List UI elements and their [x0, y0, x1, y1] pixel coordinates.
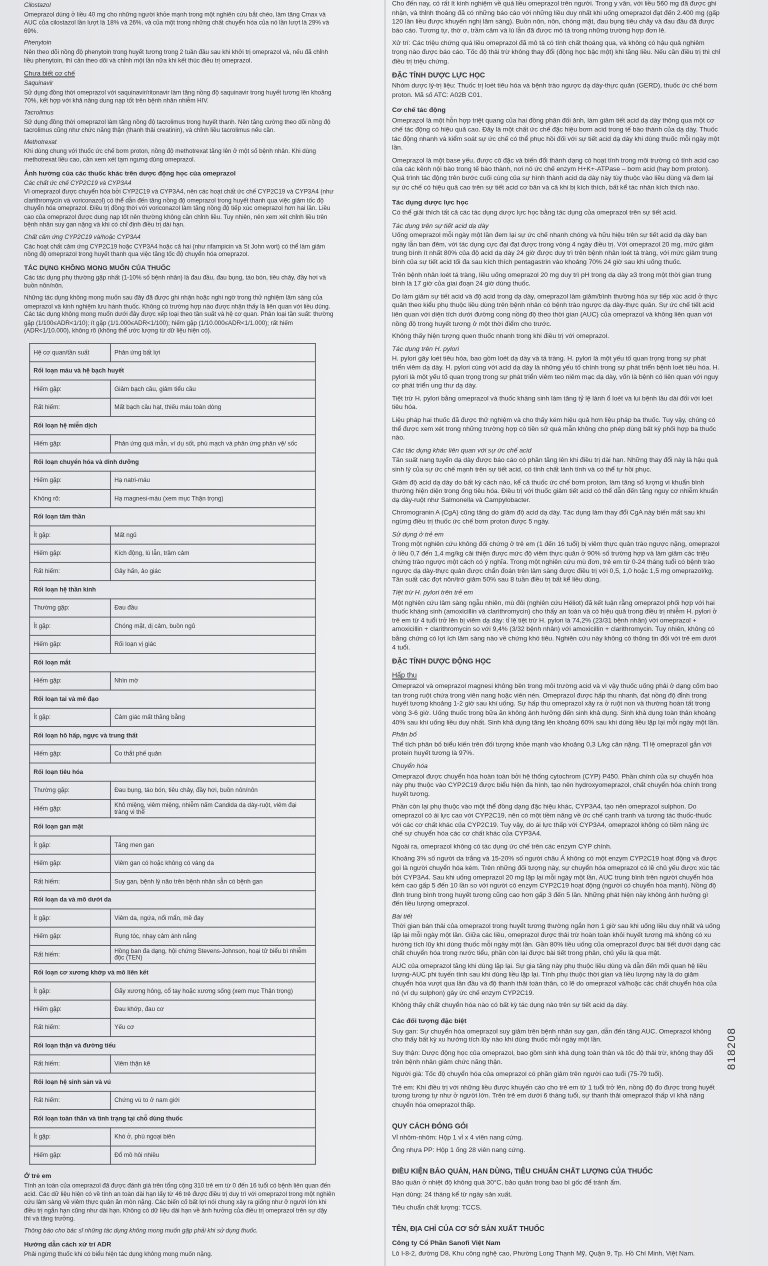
adr-reaction: Yếu cơ [110, 1018, 315, 1036]
adr-frequency: Hiếm gặp: [30, 471, 111, 489]
adr-group-label: Rối loạn hô hấp, ngực và trung thất [30, 727, 316, 745]
adr-group-row [30, 1037, 316, 1055]
paragraph: Không thấy chất chuyển hóa nào có bất kỳ tác dụng nào trên sự tiết acid dạ dày. [392, 1001, 628, 1010]
section-heading: Chưa biết cơ chế [24, 69, 75, 78]
adr-group-label: Rối loạn tiêu hóa [30, 763, 316, 781]
adr-reaction: Mất bạch cầu hạt, thiếu máu toàn dòng [110, 398, 315, 416]
adr-group-label: Rối loạn máu và hệ bạch huyết [30, 362, 316, 380]
adr-reaction: Rối loạn vị giác [110, 635, 315, 653]
adr-reaction: Khó ở, phù ngoại biên [110, 1128, 315, 1146]
adr-frequency: Ít gặp: [30, 982, 111, 1000]
adr-group-label: Rối loạn tai và mê đạo [30, 690, 316, 708]
paragraph: Chromogranin A (CgA) cũng tăng do giảm độ acid dạ dày. Tác dụng làm thay đổi CgA này biến mất sau khi ngừng điều trị thuốc ức chế bơm proton được 5 ngày. [392, 509, 705, 526]
adr-group-label: Rối loạn hệ sinh sản và vú [30, 1073, 316, 1091]
storage-title: ĐIỀU KIỆN BẢO QUẢN, HẠN DÙNG, TIÊU CHUẨN CHẤT LƯỢNG CỦA THUỐC [392, 1166, 653, 1175]
adr-reaction: Nhìn mờ [110, 672, 315, 690]
adr-frequency: Hiếm gặp: [30, 635, 111, 653]
paragraph: Omeprazol được chuyển hóa hoàn toàn bởi hệ thống cytochrom (CYP) P450. Phần chính của sự chuyển hóa này phụ thuộc vào CYP2C19 được biểu hiện đa hình, tạo nên hydroxyomeprazol, chất chuyển hóa chính trong huyết tương. [392, 772, 717, 798]
left-top-section [24, 2, 335, 336]
packaging-line: Vỉ nhôm-nhôm: Hộp 1 vỉ x 4 viên nang cứng. [392, 1133, 524, 1142]
section-heading: Methotrexat [24, 138, 57, 146]
storage-line: Bảo quản ở nhiệt độ không quá 30°C, bảo quản trong bao bì gốc để tránh ẩm. [392, 1178, 622, 1187]
adr-reaction: Suy gan, bệnh lý não trên bệnh nhân sẵn có bệnh gan [110, 872, 315, 890]
section-heading: Hướng dẫn cách xử trí ADR [24, 1239, 112, 1248]
paragraph: Phần còn lại phụ thuộc vào một thể đồng dạng đặc hiệu khác, CYP3A4, tạo nên omeprazol sulphon. Do omeprazol có ái lực cao với CYP2C19, nên có một tiềm năng về ức chế cạnh tranh và tương tác thuốc-thuốc với các cơ chất khác của CYP2C19. Tuy vậy, do ái lực thấp với CYP3A4, omeprazol không có tiềm năng ức chế sự chuyển hóa các cơ chất khác của CYP3A4. [392, 803, 712, 838]
paragraph: Thời gian bán thải của omeprazol trong huyết tương thường ngắn hơn 1 giờ sau khi uống liều duy nhất và uống lặp lại mỗi ngày một lần. Giữa các liều, omeprazol được thải trừ hoàn toàn khỏi huyết tương mà không có xu hướng tích lũy khi dùng thuốc mỗi ngày một lần. Gần 80% liều uống của omeprazol được bài tiết dưới dạng các chất chuyển hóa trong nước tiểu, phần còn lại được bài tiết trong phân, chủ yếu là qua mật. [392, 922, 721, 958]
paragraph: Những tác dụng không mong muốn sau đây đã được ghi nhận hoặc nghi ngờ trong thử nghiệm lâm sàng của omeprazol và kinh nghiệm lưu hành thuốc. Không có trường hợp nào được nhận thấy là liên quan với liều dùng. Các tác dụng không mong muốn dưới đây được xếp loại theo tần suất và hệ cơ quan. Phân loại tần suất: thường gặp (1/100≤ADR<1/10); ít gặp (1/1.000≤ADR<1/100); hiếm gặp (1/10.000≤ADR<1/1.000); rất hiếm (ADR<1/10.000), không rõ (không thể ước lượng từ dữ liệu hiện có). [24, 294, 334, 335]
paragraph: Một nghiên cứu lâm sàng ngẫu nhiên, mù đôi (nghiên cứu Héliot) đã kết luận rằng omeprazol phối hợp với hai thuốc kháng sinh (amoxicillin và clarithromycin) cho thấy an toàn và có hiệu quả trong điều trị nhiễm H. pylori ở trẻ em từ 4 tuổi trở lên bị viêm dạ dày: tỉ lệ tiệt trừ H. pylori là 74,2% (23/31 bệnh nhân) với omeprazol + amoxicillin + clarithromycin so với 9,4% (3/32 bệnh nhân) với amoxicillin + clarithromycin. Tuy nhiên, không có bằng chứng có lợi ích lâm sàng nào về chứng khó tiêu. Nghiên cứu này không có thông tin đối với trẻ em dưới 4 tuổi. [392, 598, 717, 652]
adr-group-row [30, 581, 316, 599]
paragraph: Khi dùng chung với thuốc ức chế bơm proton, nồng độ methotrexat tăng lên ở một số bệnh nhân. Khi dùng methotrexat liều cao, cần xem xét tạm ngưng dùng omeprazol. [24, 147, 316, 164]
section-heading: Tác dụng trên H. pylori [392, 345, 459, 353]
adr-group-row [30, 727, 316, 745]
adr-reaction: Đau khớp, đau cơ [110, 1000, 315, 1018]
adr-reaction: Co thắt phế quản [110, 745, 315, 763]
adr-frequency: Ít gặp: [30, 708, 111, 726]
section-heading: Cơ chế tác động [392, 105, 446, 115]
adr-row [30, 1000, 316, 1018]
paragraph: Omeprazol và omeprazol magnesi không bền trong môi trường acid và vì vậy thuốc uống phải ở dạng cốm bao tan trong ruột chứa trong viên nang hoặc viên nén. Omeprazol được hấp thu nhanh, đạt nồng độ đỉnh trong huyết tương khoảng 1-2 giờ sau khi uống. Sự hấp thu omeprazol xảy ra ở ruột non và thường hoàn tất trong vòng 3-6 giờ. Uống thuốc trong bữa ăn không ảnh hưởng đến sinh khả dụng. Sinh khả dụng toàn thân khoảng 40% sau khi uống liều duy nhất. Sinh khả dụng tăng lên khoảng 60% sau khi dùng liều lặp lại mỗi ngày một lần. [392, 682, 719, 726]
paragraph: Tần suất nang tuyến dạ dày được báo cáo có phần tăng lên khi điều trị dài hạn. Những thay đổi này là hậu quả sinh lý của sự ức chế mạnh trên sự tiết acid, có tính chất lành tính và có thể tự hồi phục. [392, 456, 718, 474]
adr-row [30, 435, 316, 453]
adr-reaction: Gây hấn, ảo giác [110, 562, 315, 580]
paragraph: Do làm giảm sự tiết acid và độ acid trong dạ dày, omeprazol làm giảm/bình thường hóa sự tiếp xúc acid ở thực quản theo kiểu phụ thuộc liều dùng trên bệnh nhân có bệnh trào ngược dạ dày-thực quản. Sự ức chế tiết acid liên quan với diện tích dưới đường cong nồng độ theo thời gian (AUC) của omeprazol và không liên quan với nồng độ trong huyết tương ở một thời điểm cho trước. [392, 292, 718, 328]
adr-group-label: Rối loạn cơ xương khớp và mô liên kết [30, 964, 316, 982]
section-heading: Bài tiết [392, 912, 413, 921]
adr-reaction: Cảm giác mất thăng bằng [110, 708, 315, 726]
paragraph: Thể tích phân bố biểu kiến trên đối tượng khỏe mạnh vào khoảng 0,3 L/kg cân nặng. Tỉ lệ omeprazol gắn với protein huyết tương là 97%. [392, 740, 712, 758]
vertical-code: 818208 [726, 1027, 738, 1070]
section-heading: Tác dụng trên sự tiết acid dạ dày [392, 221, 489, 230]
section-heading: ĐẶC TÍNH DƯỢC ĐỘNG HỌC [392, 657, 491, 666]
paragraph: Ngoài ra, omeprazol không có tác dụng ức chế trên các enzym CYP chính. [392, 842, 612, 851]
adr-group-row [30, 964, 316, 982]
adr-frequency: Hiếm gặp: [30, 380, 111, 398]
adr-header-reaction: Phản ứng bất lợi [110, 344, 315, 362]
adr-reaction: Đau bụng, táo bón, tiêu chảy, đầy hơi, buồn nôn/nôn [110, 781, 315, 799]
section-heading: Ảnh hưởng của các thuốc khác trên dược động học của omeprazol [24, 168, 236, 177]
section-heading: Tacrolimus [24, 109, 54, 117]
adr-frequency: Không rõ: [30, 489, 111, 507]
adr-row [30, 745, 316, 763]
paragraph: Nhóm dược lý-trị liệu: Thuốc trị loét tiêu hóa và bệnh trào ngược dạ dày-thực quản (GERD), thuốc ức chế bơm proton. Mã số ATC: A02B C01. [392, 82, 718, 99]
paragraph: Trẻ em: Khi điều trị với những liều được khuyến cáo cho trẻ em từ 1 tuổi trở lên, nồng độ đo được trong huyết tương tương tự như ở người lớn. Trên trẻ em dưới 6 tháng tuổi, sự thanh thải omeprazol thấp vì khả năng chuyển hóa omeprazol thấp. [392, 1083, 715, 1109]
adr-group-row [30, 416, 316, 434]
adr-frequency: Hiếm gặp: [30, 672, 111, 690]
adr-frequency: Rất hiếm: [30, 1055, 111, 1073]
section-heading: Tác dụng dược lực học [392, 197, 469, 207]
section-heading: Saquinavir [24, 80, 54, 87]
section-heading: Cilostazol [24, 1, 51, 9]
adr-group-label: Rối loạn gan mật [30, 818, 316, 836]
adr-row [30, 836, 316, 854]
section-heading: Các tác dụng khác liên quan với sự ức chế acid [392, 446, 532, 455]
adr-reaction: Hạ natri-máu [110, 471, 315, 489]
adr-row [30, 854, 316, 872]
adr-frequency: Rất hiếm: [30, 872, 111, 890]
section-heading: TÁC DỤNG KHÔNG MONG MUỐN CỦA THUỐC [24, 263, 171, 272]
adr-frequency: Hiếm gặp: [30, 1146, 111, 1164]
adr-group-label: Rối loạn hệ miễn dịch [30, 416, 316, 434]
adr-frequency: Ít gặp: [30, 617, 111, 635]
adr-reaction: Viêm thận kẽ [110, 1055, 315, 1073]
adr-reaction: Đau đầu [110, 599, 315, 617]
adr-row [30, 982, 316, 1000]
adr-row [30, 781, 316, 799]
adr-group-row [30, 1110, 316, 1128]
adr-reaction: Khô miệng, viêm miệng, nhiễm nấm Candida dạ dày-ruột, viêm đại tràng vi thể [110, 799, 315, 817]
adr-group-row [30, 763, 316, 781]
paragraph: H. pylori gây loét tiêu hóa, bao gồm loét dạ dày và tá tràng. H. pylori là một yếu tố quan trọng trong sự phát triển viêm dạ dày. H. pylori cùng với acid dạ dày là những yếu tố chính trong sự phát triển bệnh loét tiêu hóa. H. pylori là một yếu tố quan trọng trong sự phát triển viêm teo niêm mạc dạ dày, vốn là bệnh có liên quan với nguy cơ phát triển ung thư dạ dày. [392, 355, 720, 390]
paragraph: Sử dụng đồng thời omeprazol với saquinavir/ritonavir làm tăng nồng độ saquinavir trong huyết tương lên khoảng 70%, kết hợp với khả năng dung nạp tốt trên bệnh nhân nhiễm HIV. [24, 89, 332, 105]
section-heading: Ở trẻ em [24, 1171, 52, 1180]
section-heading: Các đối tượng đặc biệt [392, 1016, 467, 1025]
paragraph: Liệu pháp hai thuốc đã được thử nghiệm và cho thấy kém hiệu quả hơn liệu pháp ba thuốc. Tuy vậy, chúng có thể được xem xét trong những trường hợp có tiền sử quá mẫn không cho phép dùng bất kỳ phối hợp ba thuốc nào. [392, 416, 717, 442]
adr-frequency: Thường gặp: [30, 599, 111, 617]
manufacturer-address: Lô I-8-2, đường D8, Khu công nghệ cao, Phường Long Thạnh Mỹ, Quận 9, Tp. Hồ Chí Minh, Việt Nam. [392, 1249, 695, 1257]
section-heading: Chất cảm ứng CYP2C19 và/hoặc CYP3A4 [24, 233, 141, 241]
adr-frequency: Rất hiếm: [30, 562, 111, 580]
adr-frequency: Ít gặp: [30, 1128, 111, 1146]
adr-group-label: Rối loạn tâm thần [30, 508, 316, 526]
paragraph: Tiệt trừ H. pylori bằng omeprazol và thuốc kháng sinh làm tăng tỷ lệ lành ổ loét và lui bệnh lâu dài đối với loét tiêu hóa. [392, 394, 713, 412]
adr-row [30, 599, 316, 617]
section-heading: Tiệt trừ H. pylori trên trẻ em [392, 589, 474, 597]
adr-row [30, 380, 316, 398]
adr-group-row [30, 1073, 316, 1091]
left-column [24, 0, 335, 1262]
adr-frequency: Ít gặp: [30, 526, 111, 544]
paragraph: Phải ngừng thuốc khi có biểu hiện tác dụng không mong muốn nặng. [24, 1250, 213, 1258]
adr-reaction: Chứng vú to ở nam giới [110, 1091, 315, 1109]
section-heading: Thông báo cho bác sĩ những tác dụng không mong muốn gặp phải khi sử dụng thuốc. [24, 1227, 258, 1235]
paragraph: Omeprazol là một base yếu, được cô đặc và biến đổi thành dạng có hoạt tính trong môi trường có tính acid cao của các kênh nội bào trong tế bào thành, nơi nó ức chế enzym H+K+-ATPase – bơm acid (hay bơm proton). Quá trình tác động trên bước cuối cùng của sự hình thành acid dạ dày này tùy thuộc vào liều dùng và đem lại sự ức chế có hiệu quả cao trên sự tiết acid cơ bản và cả khi bị kích thích, bất kể tác nhân kích thích nào. [392, 156, 719, 191]
adr-frequency: Hiếm gặp: [30, 544, 111, 562]
adr-frequency: Hiếm gặp: [30, 435, 111, 453]
adr-group-label: Rối loạn da và mô dưới da [30, 891, 316, 909]
section-heading: Sử dụng ở trẻ em [392, 530, 444, 539]
paragraph: Giảm độ acid dạ dày do bất kỳ cách nào, kể cả thuốc ức chế bơm proton, làm tăng số lượng vi khuẩn bình thường hiện diện trong ống tiêu hóa. Điều trị với thuốc giảm tiết acid có thể dẫn đến tăng nguy cơ nhiễm khuẩn dạ dày-ruột như Salmonella và Campylobacter. [392, 478, 718, 504]
adr-frequency: Rất hiếm: [30, 1091, 111, 1109]
paragraph: Không thấy hiện tượng quen thuốc nhanh trong khi điều trị với omeprazol. [392, 332, 610, 340]
adr-row [30, 945, 316, 963]
adr-row [30, 672, 316, 690]
adr-frequency: Rất hiếm: [30, 945, 111, 963]
adr-row [30, 927, 316, 945]
adr-row [30, 799, 316, 817]
storage-line: Tiêu chuẩn chất lượng: TCCS. [392, 1204, 482, 1212]
adr-frequency: Hiếm gặp: [30, 745, 111, 763]
adr-reaction: Mất ngủ [110, 526, 315, 544]
paragraph: Cho đến nay, có rất ít kinh nghiệm về quá liều omeprazol trên người. Trong y văn, với liều 560 mg đã được ghi nhận, và thỉnh thoảng đã có những báo cáo với những liều duy nhất khi uống omeprazol đạt đến 2.400 mg (gấp 120 lần liều được khuyến nghị lâm sàng). Buồn nôn, nôn, chóng mặt, đau bụng tiêu chảy và đau đầu đã được báo cáo. Tương tự, thờ ơ, trầm cảm và lú lẫn đã được mô tả trong những trường hợp đơn lẻ. [392, 0, 720, 35]
paragraph: Sử dụng đồng thời omeprazol làm tăng nồng độ tacrolimus trong huyết thanh. Nên tăng cường theo dõi nồng độ tacrolimus cũng như chức năng thận (thanh thải creatinin), và chỉnh liều tacrolimus nếu cần. [24, 118, 331, 134]
adr-frequency: Hiếm gặp: [30, 927, 111, 945]
adr-reaction: Kích động, lú lẫn, trầm cảm [110, 544, 315, 562]
adr-header-frequency: Hệ cơ quan/tần suất [30, 344, 111, 362]
section-heading: Phenytoin [24, 39, 52, 47]
adr-reaction: Hồng ban đa dạng, hội chứng Stevens-Johnson, hoại tử biểu bì nhiễm độc (TEN) [110, 945, 315, 963]
paragraph: Trong một nghiên cứu không đối chứng ở trẻ em (1 đến 16 tuổi) bị viêm thực quản trào ngược nặng, omeprazol ở liều 0,7 đến 1,4 mg/kg cải thiện được mức độ viêm thực quản ở 90% số trường hợp và làm giảm các triệu chứng trào ngược một cách có ý nghĩa. Trong một nghiên cứu mù đơn, trẻ em từ 0-24 tháng tuổi có bệnh trào ngược dạ dày-thực quản được chẩn đoán trên lâm sàng được điều trị với 0,5, 1,0 hoặc 1,5 mg omeprazol/kg. Tần suất các đợt nôn/trớ giảm 50% sau 8 tuần điều trị bất kể liều dùng. [392, 540, 720, 584]
adr-group-row [30, 508, 316, 526]
adr-row [30, 909, 316, 927]
adr-group-row [30, 818, 316, 836]
manufacturer-company: Công ty Cổ Phần Sanofi Việt Nam [392, 1238, 501, 1247]
paragraph: Uống omeprazol mỗi ngày một lần đem lại sự ức chế nhanh chóng và hữu hiệu trên sự tiết acid dạ dày ban ngày lẫn ban đêm, với tác dụng cực đại đạt được trong vòng 4 ngày điều trị. Với omeprazol 20 mg, mức giảm trung bình ít nhất 80% của độ acid dạ dày 24 giờ được duy trì trên bệnh nhân loét tá tràng, với mức giảm trung bình của sự tiết acid tối đa sau kích thích pentagastrin vào khoảng 70% 24 giờ sau khi uống thuốc. [392, 231, 718, 267]
paragraph: Khoảng 3% số người da trắng và 15-20% số người châu Á không có một enzym CYP2C19 hoạt động và được gọi là người chuyển hóa kém. Trên những đối tượng này, sự chuyển hóa omeprazol có lẽ chủ yếu được xúc tác bởi CYP3A4. Sau khi uống omeprazol 20 mg lặp lại mỗi ngày một lần, AUC trung bình trên người chuyển hóa kém cao gấp 5 đến 10 lần so với người có enzym CYP2C19 hoạt động (người có chuyển hóa mạnh). Nồng độ đỉnh trung bình trong huyết tương cũng cao hơn gấp 3 đến 5 lần. Những phát hiện này không ảnh hưởng gì đến liều lượng omeprazol. [392, 855, 720, 908]
right-main-section [392, 0, 721, 1110]
storage-line: Hạn dùng: 24 tháng kể từ ngày sản xuất. [392, 1191, 513, 1199]
adr-table [29, 343, 316, 1165]
adr-row [30, 1146, 316, 1164]
packaging-line: Ống nhựa PP: Hộp 1 ống 28 viên nang cứng. [392, 1146, 526, 1154]
paragraph: Người già: Tốc độ chuyển hóa của omeprazol có phần giảm trên người cao tuổi (75-79 tuổi). [392, 1070, 664, 1079]
adr-reaction: Phản ứng quá mẫn, ví dụ sốt, phù mạch và phản ứng phản vệ/ sốc [110, 435, 315, 453]
adr-reaction: Đổ mồ hôi nhiều [110, 1146, 315, 1164]
right-column [392, 0, 721, 1262]
left-bottom-section [24, 1172, 335, 1259]
paragraph: Omeprazol dùng ở liều 40 mg cho những người khỏe mạnh trong một nghiên cứu bắt chéo, làm tăng Cmax và AUC của cilostazol lần lượt là 18% và 26%, và của một trong những chất chuyển hóa của nó lần lượt là 29% và 69%. [24, 10, 330, 35]
adr-row [30, 398, 316, 416]
adr-group-label: Rối loạn hệ thần kinh [30, 581, 316, 599]
adr-group-label: Rối loạn toàn thân và tình trạng tại chỗ dùng thuốc [30, 1110, 316, 1128]
page-fold [384, 0, 386, 1266]
adr-group-row [30, 654, 316, 672]
adr-row [30, 1091, 316, 1109]
section-heading: Chuyển hóa [392, 762, 428, 771]
adr-row [30, 708, 316, 726]
adr-reaction: Viêm gan có hoặc không có vàng da [110, 854, 315, 872]
adr-reaction: Gãy xương hông, cổ tay hoặc xương sống (xem mục Thận trọng) [110, 982, 315, 1000]
adr-group-row [30, 362, 316, 380]
adr-row [30, 526, 316, 544]
adr-frequency: Rất hiếm: [30, 1018, 111, 1036]
manufacturer-title: TÊN, ĐỊA CHỈ CỦA CƠ SỞ SẢN XUẤT THUỐC [392, 1224, 545, 1233]
packaging-title: QUY CÁCH ĐÓNG GÓI [392, 1121, 468, 1130]
adr-reaction: Rụng tóc, nhạy cảm ánh nắng [110, 927, 315, 945]
adr-reaction: Chóng mặt, dị cảm, buồn ngủ [110, 617, 315, 635]
adr-frequency: Ít gặp: [30, 836, 111, 854]
paragraph: Có thể giải thích tất cả các tác dụng dược lực học bằng tác dụng của omeprazol trên sự tiết acid. [392, 209, 677, 217]
adr-frequency: Hiếm gặp: [30, 1000, 111, 1018]
adr-group-label: Rối loạn thận và đường tiểu [30, 1037, 316, 1055]
paragraph: Xử trí: Các triệu chứng quá liều omeprazol đã mô tả có tính chất thoáng qua, và không có hậu quả nghiêm trọng nào được báo cáo. Tốc độ thải trừ không thay đổi (động học bậc một) khi tăng liều. Nếu cần điều trị thì chỉ điều trị triệu chứng. [392, 39, 721, 65]
adr-reaction: Hạ magnesi-máu (xem mục Thận trọng) [110, 489, 315, 507]
paragraph: Nên theo dõi nồng độ phenytoin trong huyết tương trong 2 tuần đầu sau khi khởi trị omeprazol và, nếu đã chỉnh liều phenytoin, thì cần theo dõi và chỉnh một lần nữa khi kết thúc điều trị omeprazol. [24, 48, 329, 64]
paragraph: Suy thận: Dược động học của omeprazol, bao gồm sinh khả dụng toàn thân và tốc độ thải trừ, không thay đổi trên bệnh nhân giảm chức năng thận. [392, 1049, 714, 1066]
adr-group-label: Rối loạn mắt [30, 654, 316, 672]
adr-row [30, 635, 316, 653]
adr-row [30, 872, 316, 890]
paragraph: Các hoạt chất cảm ứng CYP2C19 hoặc CYP3A4 hoặc cả hai (như rifampicin và St John wort) có thể làm giảm nồng độ omeprazol trong huyết thanh qua việc tăng tốc độ chuyển hóa omeprazol. [24, 242, 326, 259]
section-heading: Phân bố [392, 731, 417, 739]
adr-group-row [30, 453, 316, 471]
paragraph: Suy gan: Sự chuyển hóa omeprazol suy giảm trên bệnh nhân suy gan, dẫn đến tăng AUC. Omeprazol không cho thấy bất kỳ xu hướng tích lũy nào khi dùng thuốc mỗi ngày một lần. [392, 1027, 712, 1044]
adr-frequency: Hiếm gặp: [30, 854, 111, 872]
adr-frequency: Thường gặp: [30, 781, 111, 799]
adr-row [30, 1128, 316, 1146]
paragraph: Các tác dụng phụ thường gặp nhất (1-10% số bệnh nhân) là đau đầu, đau bụng, táo bón, tiêu chảy, đầy hơi và buồn nôn/nôn. [24, 274, 326, 290]
adr-row [30, 1055, 316, 1073]
adr-row [30, 1018, 316, 1036]
paragraph: Omeprazol là một hỗn hợp triệt quang của hai đồng phân đối ảnh, làm giảm tiết acid dạ dày thông qua một cơ chế tác động có hiệu quả cao. Đây là một chất ức chế đặc hiệu bơm acid trong tế bào thành của dạ dày. Thuốc tác động nhanh và kiểm soát sự ức chế có thể phục hồi đối với sự tiết acid dạ dày khi dùng thuốc mỗi ngày một lần. [392, 116, 720, 152]
adr-reaction: Viêm da, ngứa, nổi mẩn, mề đay [110, 909, 315, 927]
paragraph: AUC của omeprazol tăng khi dùng lặp lại. Sự gia tăng này phụ thuộc liều dùng và dẫn đến mối quan hệ liều lượng-AUC phi tuyến tính sau khi dùng liều lặp lại. Tính phụ thuộc thời gian và liều lượng này là do giảm chuyển hóa vượt qua lần đầu và độ thanh thải toàn thân, có lẽ do omeprazol và/hoặc các chất chuyển hóa của nó (ví dụ sulphon) gây ức chế enzym CYP2C19. [392, 962, 717, 997]
adr-row [30, 489, 316, 507]
adr-table-header [30, 344, 316, 362]
paragraph: Vì omeprazol được chuyển hóa bởi CYP2C19 và CYP3A4, nên các hoạt chất ức chế CYP2C19 và CYP3A4 (như clarithromycin và voriconazol) có thể dẫn đến tăng nồng độ omeprazol trong huyết thanh qua việc giảm tốc độ chuyển hóa omeprazol. Điều trị đồng thời với voriconazol làm tăng nồng độ tiếp xúc omeprazol hơn hai lần. Liều cao của omeprazol được dung nạp tốt nên thường không cần chỉnh liều. Tuy nhiên, nên xem xét chỉnh liều trên bệnh nhân suy gan nặng và khi có chỉ định điều trị dài hạn. [24, 188, 334, 229]
adr-frequency: Ít gặp: [30, 909, 111, 927]
adr-row [30, 544, 316, 562]
adr-group-row [30, 690, 316, 708]
section-heading: ĐẶC TÍNH DƯỢC LỰC HỌC [392, 71, 486, 80]
adr-row [30, 562, 316, 580]
section-heading: Các chất ức chế CYP2C19 và CYP3A4 [24, 179, 132, 187]
section-heading: Hấp thu [392, 671, 417, 680]
adr-row [30, 617, 316, 635]
adr-reaction: Tăng men gan [110, 836, 315, 854]
adr-row [30, 471, 316, 489]
adr-group-row [30, 891, 316, 909]
adr-frequency: Hiếm gặp: [30, 799, 111, 817]
paragraph: Tính an toàn của omeprazol đã được đánh giá trên tổng cộng 310 trẻ em từ 0 đến 16 tuổi có bệnh liên quan đến acid. Các dữ liệu hiện có về tính an toàn dài hạn lấy từ 46 trẻ được điều trị duy trì với omeprazol trong một nghiên cứu lâm sàng về viêm thực quản ăn mòn nặng. Các biến cố bất lợi nói chung xảy ra giống như ở người lớn khi điều trị ngắn hạn cũng như dài hạn. Không có dữ liệu dài hạn về ảnh hưởng của điều trị omeprazol trên sự dậy thì và tăng trưởng. [24, 1182, 335, 1223]
adr-reaction: Giảm bạch cầu, giảm tiểu cầu [110, 380, 315, 398]
paragraph: Trên bệnh nhân loét tá tràng, liều uống omeprazol 20 mg duy trì pH trong dạ dày ≥3 trong một thời gian trung bình là 17 giờ của giai đoạn 24 giờ dùng thuốc. [392, 271, 712, 288]
adr-group-label: Rối loạn chuyển hóa và dinh dưỡng [30, 453, 316, 471]
adr-frequency: Rất hiếm: [30, 398, 111, 416]
